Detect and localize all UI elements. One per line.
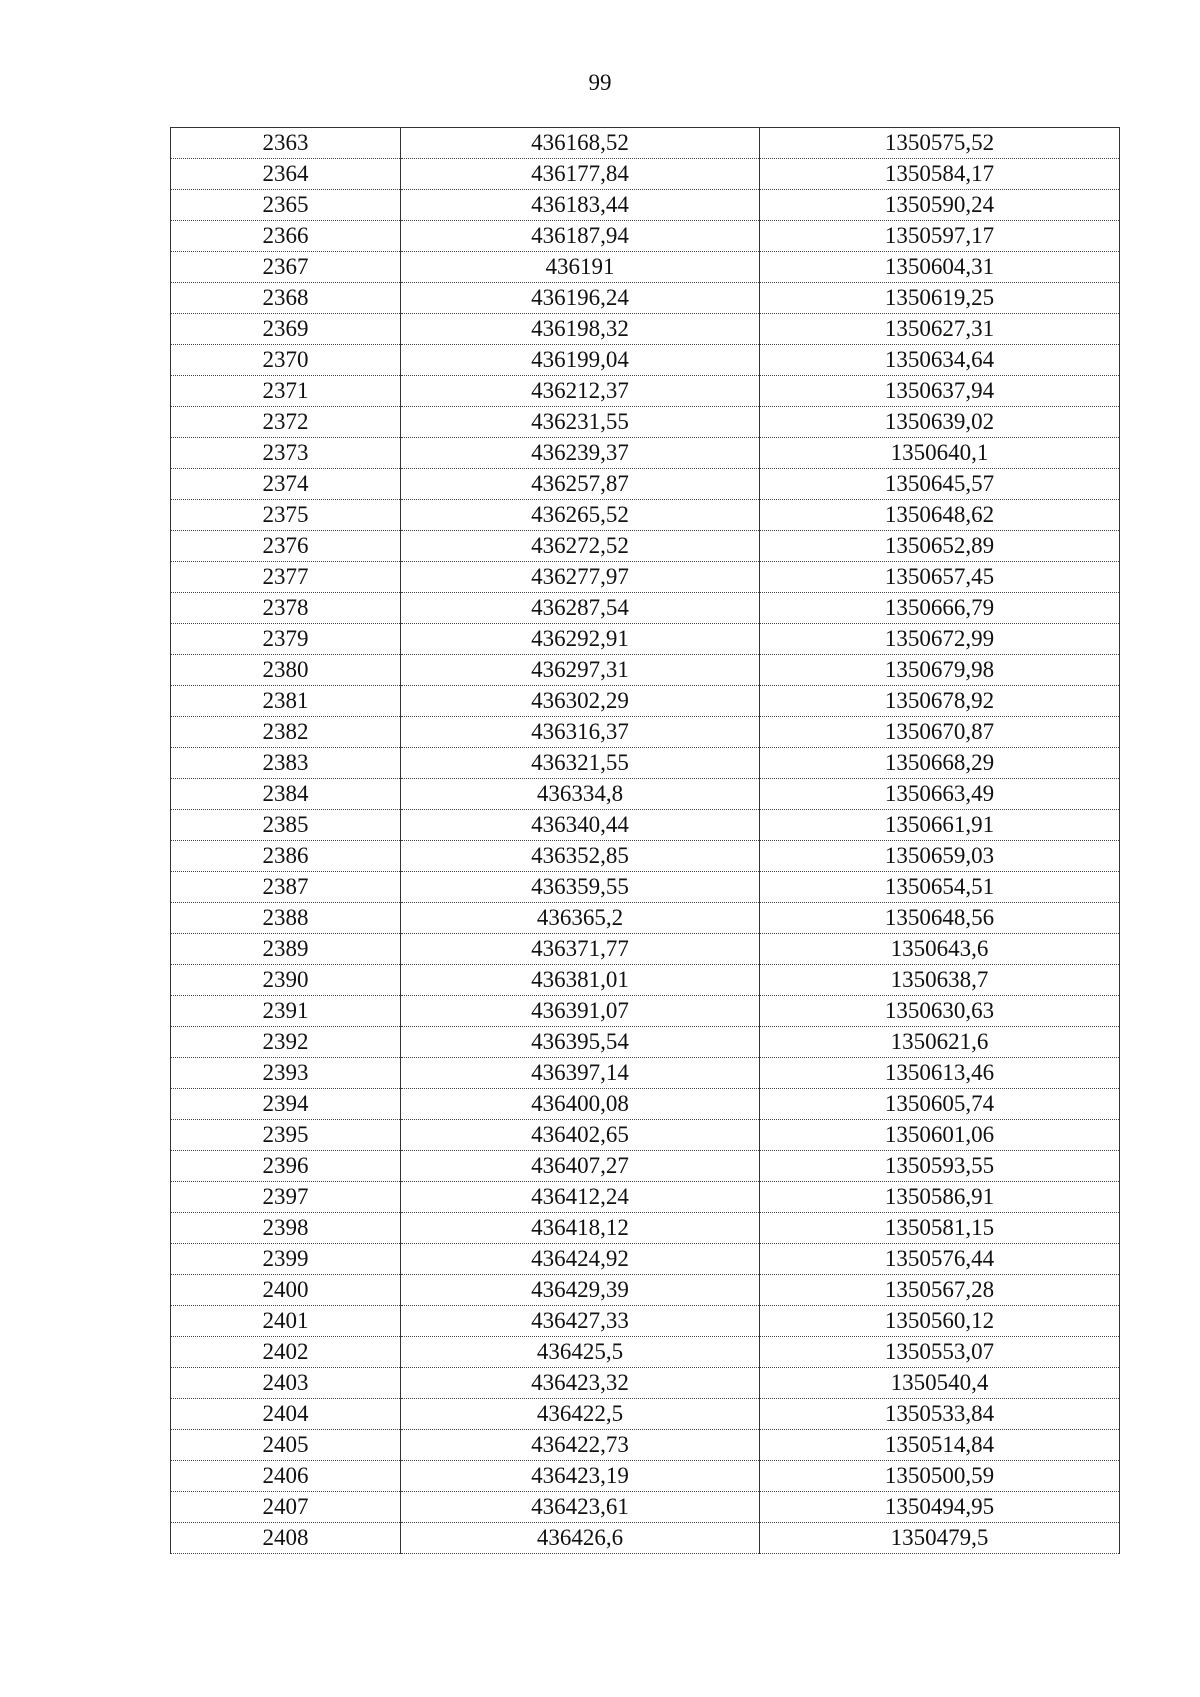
point-number-cell: 2377 (171, 562, 401, 593)
table-row (171, 252, 1120, 283)
x-coordinate-cell: 436423,61 (401, 1492, 760, 1523)
table-row (171, 128, 1120, 159)
y-coordinate-cell: 1350576,44 (760, 1244, 1120, 1275)
x-coordinate-cell: 436395,54 (401, 1027, 760, 1058)
x-coordinate-cell: 436397,14 (401, 1058, 760, 1089)
table-row (171, 1461, 1120, 1492)
point-number-cell: 2364 (171, 159, 401, 190)
y-coordinate-cell: 1350619,25 (760, 283, 1120, 314)
y-coordinate-cell: 1350590,24 (760, 190, 1120, 221)
table-row (171, 1182, 1120, 1213)
y-coordinate-cell: 1350648,62 (760, 500, 1120, 531)
x-coordinate-cell: 436292,91 (401, 624, 760, 655)
table-row (171, 1275, 1120, 1306)
point-number-cell: 2405 (171, 1430, 401, 1461)
x-coordinate-cell: 436297,31 (401, 655, 760, 686)
x-coordinate-cell: 436183,44 (401, 190, 760, 221)
y-coordinate-cell: 1350657,45 (760, 562, 1120, 593)
table-row (171, 686, 1120, 717)
y-coordinate-cell: 1350670,87 (760, 717, 1120, 748)
x-coordinate-cell: 436265,52 (401, 500, 760, 531)
point-number-cell: 2386 (171, 841, 401, 872)
point-number-cell: 2383 (171, 748, 401, 779)
table-row (171, 345, 1120, 376)
table-row (171, 190, 1120, 221)
x-coordinate-cell: 436239,37 (401, 438, 760, 469)
y-coordinate-cell: 1350652,89 (760, 531, 1120, 562)
x-coordinate-cell: 436422,5 (401, 1399, 760, 1430)
y-coordinate-cell: 1350663,49 (760, 779, 1120, 810)
x-coordinate-cell: 436429,39 (401, 1275, 760, 1306)
x-coordinate-cell: 436334,8 (401, 779, 760, 810)
y-coordinate-cell: 1350678,92 (760, 686, 1120, 717)
x-coordinate-cell: 436400,08 (401, 1089, 760, 1120)
x-coordinate-cell: 436302,29 (401, 686, 760, 717)
x-coordinate-cell: 436168,52 (401, 128, 760, 159)
table-row (171, 996, 1120, 1027)
y-coordinate-cell: 1350639,02 (760, 407, 1120, 438)
point-number-cell: 2373 (171, 438, 401, 469)
x-coordinate-cell: 436257,87 (401, 469, 760, 500)
table-row (171, 1151, 1120, 1182)
point-number-cell: 2369 (171, 314, 401, 345)
y-coordinate-cell: 1350584,17 (760, 159, 1120, 190)
table-row (171, 655, 1120, 686)
table-row (171, 407, 1120, 438)
x-coordinate-cell: 436352,85 (401, 841, 760, 872)
point-number-cell: 2394 (171, 1089, 401, 1120)
y-coordinate-cell: 1350630,63 (760, 996, 1120, 1027)
table-row (171, 593, 1120, 624)
coordinates-table-body (171, 128, 1120, 1554)
y-coordinate-cell: 1350605,74 (760, 1089, 1120, 1120)
x-coordinate-cell: 436365,2 (401, 903, 760, 934)
table-row (171, 1306, 1120, 1337)
point-number-cell: 2376 (171, 531, 401, 562)
point-number-cell: 2395 (171, 1120, 401, 1151)
x-coordinate-cell: 436198,32 (401, 314, 760, 345)
x-coordinate-cell: 436423,32 (401, 1368, 760, 1399)
table-row (171, 748, 1120, 779)
point-number-cell: 2385 (171, 810, 401, 841)
y-coordinate-cell: 1350627,31 (760, 314, 1120, 345)
table-row (171, 469, 1120, 500)
point-number-cell: 2375 (171, 500, 401, 531)
point-number-cell: 2393 (171, 1058, 401, 1089)
x-coordinate-cell: 436277,97 (401, 562, 760, 593)
x-coordinate-cell: 436287,54 (401, 593, 760, 624)
point-number-cell: 2379 (171, 624, 401, 655)
y-coordinate-cell: 1350601,06 (760, 1120, 1120, 1151)
table-row (171, 314, 1120, 345)
y-coordinate-cell: 1350654,51 (760, 872, 1120, 903)
table-row (171, 531, 1120, 562)
y-coordinate-cell: 1350613,46 (760, 1058, 1120, 1089)
y-coordinate-cell: 1350479,5 (760, 1523, 1120, 1554)
table-row (171, 283, 1120, 314)
table-row (171, 1523, 1120, 1554)
table-row (171, 934, 1120, 965)
y-coordinate-cell: 1350593,55 (760, 1151, 1120, 1182)
table-row (171, 1337, 1120, 1368)
y-coordinate-cell: 1350638,7 (760, 965, 1120, 996)
y-coordinate-cell: 1350540,4 (760, 1368, 1120, 1399)
y-coordinate-cell: 1350634,64 (760, 345, 1120, 376)
x-coordinate-cell: 436424,92 (401, 1244, 760, 1275)
point-number-cell: 2381 (171, 686, 401, 717)
page-number: 99 (588, 70, 612, 95)
point-number-cell: 2372 (171, 407, 401, 438)
x-coordinate-cell: 436316,37 (401, 717, 760, 748)
x-coordinate-cell: 436402,65 (401, 1120, 760, 1151)
table-row (171, 1027, 1120, 1058)
x-coordinate-cell: 436212,37 (401, 376, 760, 407)
table-row (171, 1492, 1120, 1523)
y-coordinate-cell: 1350666,79 (760, 593, 1120, 624)
y-coordinate-cell: 1350645,57 (760, 469, 1120, 500)
point-number-cell: 2387 (171, 872, 401, 903)
table-row (171, 810, 1120, 841)
table-row (171, 1399, 1120, 1430)
table-row (171, 1213, 1120, 1244)
x-coordinate-cell: 436359,55 (401, 872, 760, 903)
table-row (171, 965, 1120, 996)
table-row (171, 841, 1120, 872)
point-number-cell: 2403 (171, 1368, 401, 1399)
y-coordinate-cell: 1350533,84 (760, 1399, 1120, 1430)
x-coordinate-cell: 436191 (401, 252, 760, 283)
x-coordinate-cell: 436427,33 (401, 1306, 760, 1337)
point-number-cell: 2407 (171, 1492, 401, 1523)
x-coordinate-cell: 436381,01 (401, 965, 760, 996)
x-coordinate-cell: 436371,77 (401, 934, 760, 965)
point-number-cell: 2397 (171, 1182, 401, 1213)
point-number-cell: 2371 (171, 376, 401, 407)
x-coordinate-cell: 436412,24 (401, 1182, 760, 1213)
point-number-cell: 2400 (171, 1275, 401, 1306)
x-coordinate-cell: 436321,55 (401, 748, 760, 779)
x-coordinate-cell: 436196,24 (401, 283, 760, 314)
y-coordinate-cell: 1350668,29 (760, 748, 1120, 779)
table-row (171, 376, 1120, 407)
point-number-cell: 2401 (171, 1306, 401, 1337)
table-row (171, 1120, 1120, 1151)
table-row (171, 624, 1120, 655)
y-coordinate-cell: 1350514,84 (760, 1430, 1120, 1461)
x-coordinate-cell: 436231,55 (401, 407, 760, 438)
y-coordinate-cell: 1350553,07 (760, 1337, 1120, 1368)
table-row (171, 1089, 1120, 1120)
coordinates-table (170, 127, 1120, 1554)
table-row (171, 221, 1120, 252)
x-coordinate-cell: 436423,19 (401, 1461, 760, 1492)
y-coordinate-cell: 1350640,1 (760, 438, 1120, 469)
point-number-cell: 2399 (171, 1244, 401, 1275)
y-coordinate-cell: 1350500,59 (760, 1461, 1120, 1492)
point-number-cell: 2378 (171, 593, 401, 624)
x-coordinate-cell: 436407,27 (401, 1151, 760, 1182)
table-row (171, 717, 1120, 748)
table-row (171, 1430, 1120, 1461)
y-coordinate-cell: 1350581,15 (760, 1213, 1120, 1244)
table-row (171, 1244, 1120, 1275)
y-coordinate-cell: 1350679,98 (760, 655, 1120, 686)
y-coordinate-cell: 1350672,99 (760, 624, 1120, 655)
point-number-cell: 2396 (171, 1151, 401, 1182)
table-row (171, 779, 1120, 810)
y-coordinate-cell: 1350575,52 (760, 128, 1120, 159)
x-coordinate-cell: 436426,6 (401, 1523, 760, 1554)
point-number-cell: 2389 (171, 934, 401, 965)
x-coordinate-cell: 436418,12 (401, 1213, 760, 1244)
table-row (171, 1058, 1120, 1089)
x-coordinate-cell: 436199,04 (401, 345, 760, 376)
point-number-cell: 2398 (171, 1213, 401, 1244)
y-coordinate-cell: 1350659,03 (760, 841, 1120, 872)
y-coordinate-cell: 1350661,91 (760, 810, 1120, 841)
x-coordinate-cell: 436425,5 (401, 1337, 760, 1368)
x-coordinate-cell: 436340,44 (401, 810, 760, 841)
point-number-cell: 2366 (171, 221, 401, 252)
table-row (171, 562, 1120, 593)
point-number-cell: 2390 (171, 965, 401, 996)
y-coordinate-cell: 1350597,17 (760, 221, 1120, 252)
table-row (171, 872, 1120, 903)
x-coordinate-cell: 436177,84 (401, 159, 760, 190)
table-row (171, 438, 1120, 469)
point-number-cell: 2402 (171, 1337, 401, 1368)
point-number-cell: 2392 (171, 1027, 401, 1058)
point-number-cell: 2380 (171, 655, 401, 686)
y-coordinate-cell: 1350604,31 (760, 252, 1120, 283)
y-coordinate-cell: 1350637,94 (760, 376, 1120, 407)
table-row (171, 500, 1120, 531)
y-coordinate-cell: 1350567,28 (760, 1275, 1120, 1306)
x-coordinate-cell: 436187,94 (401, 221, 760, 252)
y-coordinate-cell: 1350643,6 (760, 934, 1120, 965)
point-number-cell: 2391 (171, 996, 401, 1027)
point-number-cell: 2406 (171, 1461, 401, 1492)
y-coordinate-cell: 1350621,6 (760, 1027, 1120, 1058)
x-coordinate-cell: 436391,07 (401, 996, 760, 1027)
table-row (171, 1368, 1120, 1399)
point-number-cell: 2367 (171, 252, 401, 283)
point-number-cell: 2384 (171, 779, 401, 810)
point-number-cell: 2365 (171, 190, 401, 221)
y-coordinate-cell: 1350648,56 (760, 903, 1120, 934)
x-coordinate-cell: 436272,52 (401, 531, 760, 562)
point-number-cell: 2363 (171, 128, 401, 159)
point-number-cell: 2388 (171, 903, 401, 934)
table-row (171, 903, 1120, 934)
y-coordinate-cell: 1350560,12 (760, 1306, 1120, 1337)
point-number-cell: 2370 (171, 345, 401, 376)
point-number-cell: 2408 (171, 1523, 401, 1554)
point-number-cell: 2374 (171, 469, 401, 500)
table-row (171, 159, 1120, 190)
y-coordinate-cell: 1350494,95 (760, 1492, 1120, 1523)
point-number-cell: 2404 (171, 1399, 401, 1430)
x-coordinate-cell: 436422,73 (401, 1430, 760, 1461)
point-number-cell: 2368 (171, 283, 401, 314)
y-coordinate-cell: 1350586,91 (760, 1182, 1120, 1213)
point-number-cell: 2382 (171, 717, 401, 748)
